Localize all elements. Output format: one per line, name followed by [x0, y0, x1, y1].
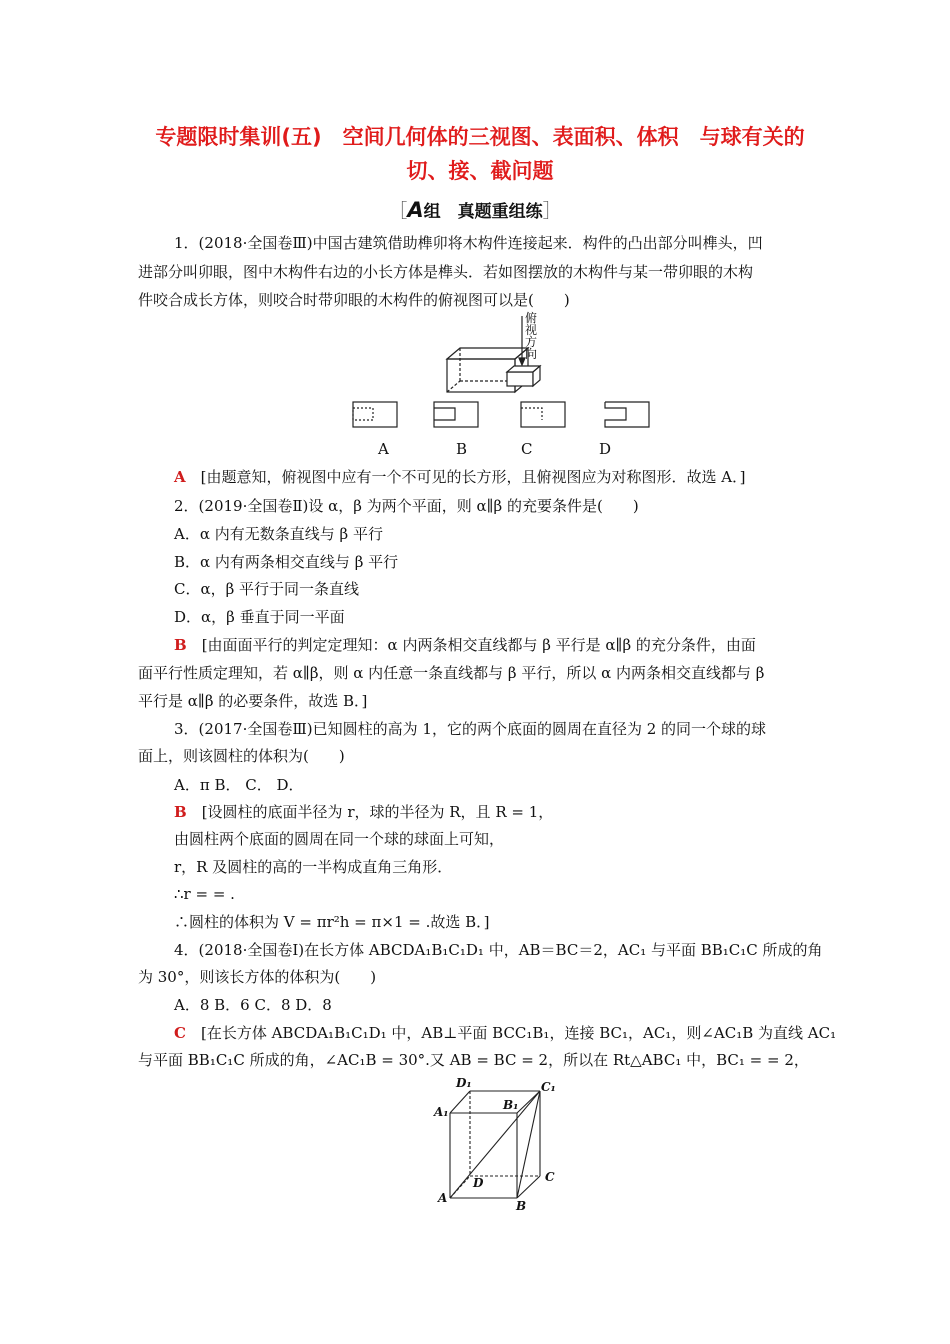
group-letter: A	[407, 198, 424, 222]
q4-solution-line: 与平面 BB₁C₁C 所成的角，∠AC₁B = 30°.又 AB = BC = 2，所以在 Rt△ABC₁ 中，BC₁ = = 2，	[138, 1051, 809, 1069]
q3-solution-line: ∴r = = .	[174, 885, 235, 903]
option-label-b: B	[456, 440, 468, 458]
q4-stem-line: 4．(2018·全国卷Ⅰ)在长方体 ABCDA₁B₁C₁D₁ 中，AB＝BC＝2，AC₁ 与平面 BB₁C₁C 所成的角	[174, 941, 823, 959]
vertex-label-b: B	[516, 1199, 527, 1213]
option-a-view	[353, 402, 397, 427]
vertex-label-b1: B₁	[503, 1098, 519, 1112]
q2-option-c: C．α，β 平行于同一条直线	[174, 580, 360, 598]
main-block-front	[447, 359, 515, 392]
page-title: 专题限时集训(五) 空间几何体的三视图、表面积、体积 与球有关的	[155, 125, 805, 149]
page-title-continued: 切、接、截问题	[406, 159, 554, 183]
option-label-a: A	[378, 440, 389, 458]
q3-solution-line: ∴圆柱的体积为 V = πr²h = π×1 = .故选 B．]	[174, 913, 490, 931]
q2-option-b: B．α 内有两条相交直线与 β 平行	[174, 553, 399, 571]
vertex-label-a1: A₁	[434, 1105, 449, 1119]
q2-stem: 2．(2019·全国卷Ⅱ)设 α，β 为两个平面，则 α∥β 的充要条件是( )	[174, 497, 639, 515]
q4-answer: C	[174, 1024, 186, 1042]
option-label-d: D	[599, 440, 612, 458]
vertex-label-d1: D₁	[456, 1076, 472, 1090]
q4-stem-line: 为 30°，则该长方体的体积为( )	[138, 968, 377, 986]
option-d-view	[605, 402, 649, 427]
q1-answer: A	[174, 468, 186, 486]
q4-options: A．8 B．6 C．8 D．8	[174, 996, 332, 1014]
group-label: 组 真题重组练	[423, 202, 543, 222]
mortise-tenon-figure	[430, 308, 570, 398]
q1-option-views	[345, 396, 665, 432]
vertex-label-c1: C₁	[541, 1080, 556, 1094]
option-b-view	[434, 402, 478, 427]
option-label-c: C	[521, 440, 533, 458]
q2-answer: B	[174, 636, 187, 654]
q3-answer: B	[174, 803, 187, 821]
q4-solution: C [在长方体 ABCDA₁B₁C₁D₁ 中，AB⊥平面 BCC₁B₁，连接 BC₁，AC₁，则∠AC₁B 为直线 AC₁	[174, 1024, 837, 1042]
vertex-label-a: A	[438, 1191, 448, 1205]
option-c-view	[521, 402, 565, 427]
q2-option-d: D．α，β 垂直于同一平面	[174, 608, 345, 626]
tenon-front	[507, 372, 533, 386]
q2-solution: B [由面面平行的判定定理知：α 内两条相交直线都与 β 平行是 α∥β 的充分条件，由面	[174, 636, 756, 654]
q3-solution: B [设圆柱的底面半径为 r，球的半径为 R，且 R = 1，	[174, 803, 554, 821]
q3-solution-line: 由圆柱两个底面的圆周在同一个球的球面上可知，	[174, 830, 505, 848]
q2-solution-line: 面平行性质定理知，若 α∥β，则 α 内任意一条直线都与 β 平行，所以 α 内两条相交直线都与 β	[138, 664, 765, 682]
bracket-close: ］	[542, 200, 562, 222]
q2-solution-line: 平行是 α∥β 的必要条件，故选 B．]	[138, 692, 368, 710]
q1-stem-line: 进部分叫卯眼，图中木构件右边的小长方体是榫头．若如图摆放的木构件与某一带卯眼的木构	[138, 263, 754, 281]
section-heading	[0, 196, 950, 223]
main-block-top	[447, 348, 528, 359]
q3-stem-line: 面上，则该圆柱的体积为( )	[138, 747, 345, 765]
q1-stem-line: 1．(2018·全国卷Ⅲ)中国古建筑借助榫卯将木构件连接起来．构件的凸出部分叫榫头，凹	[174, 234, 763, 252]
vertex-label-c: C	[545, 1170, 555, 1184]
q3-stem-line: 3．(2017·全国卷Ⅲ)已知圆柱的高为 1，它的两个底面的圆周在直径为 2 的同一个球的球	[174, 720, 767, 738]
vertex-label-d: D	[473, 1176, 484, 1190]
view-direction-label: 俯 视 方 向	[525, 311, 538, 361]
q2-option-a: A．α 内有无数条直线与 β 平行	[174, 525, 383, 543]
q1-solution: A [由题意知，俯视图中应有一个不可见的长方形，且俯视图应为对称图形．故选 A．]	[174, 468, 746, 486]
q3-options: A．π B． C． D．	[174, 776, 304, 794]
q1-stem-line: 件咬合成长方体，则咬合时带卯眼的木构件的俯视图可以是( )	[138, 291, 570, 309]
bracket-open: ［	[388, 200, 408, 222]
q3-solution-line: r，R 及圆柱的高的一半构成直角三角形．	[174, 858, 453, 876]
